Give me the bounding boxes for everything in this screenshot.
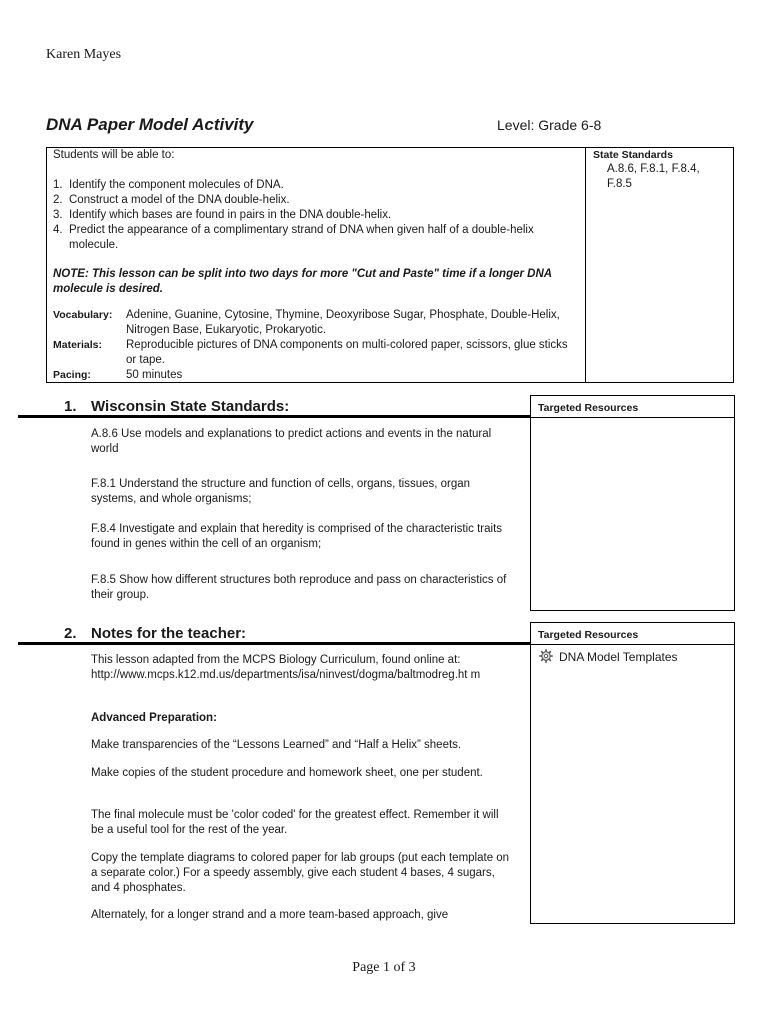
- objectives-intro: Students will be able to:: [53, 149, 175, 161]
- materials-label: Materials:: [53, 339, 103, 351]
- objective-item: 2. Construct a model of the DNA double-helix.: [53, 194, 290, 206]
- section-1-resources-box: [530, 395, 735, 611]
- teacher-note-paragraph: The final molecule must be 'color coded' for the greatest effect. Remember it will be a useful tool for the rest of the year.: [91, 809, 499, 836]
- teacher-note-paragraph: Copy the template diagrams to colored paper for lab groups (put each template on a separate color.) For a speedy assembly, give each student 4 bases, 4 sugars, and 4 phosphates.: [91, 852, 510, 894]
- section-1-resources-label: Targeted Resources: [531, 396, 734, 418]
- section-2-resources-label: Targeted Resources: [531, 623, 734, 645]
- advanced-preparation-heading: Advanced Preparation:: [91, 712, 217, 724]
- objectives-list: [53, 178, 569, 253]
- pacing-value: 50 minutes: [126, 369, 183, 381]
- resource-link-dna-model-templates[interactable]: [531, 649, 734, 665]
- standard-paragraph: A.8.6 Use models and explanations to predict actions and events in the natural world: [91, 428, 492, 455]
- section-1-rule: [18, 415, 530, 418]
- standard-paragraph: F.8.4 Investigate and explain that heredity is comprised of the characteristic traits found in genes within the cell of an organism;: [91, 523, 503, 550]
- resource-item-label: DNA Model Templates: [559, 650, 678, 664]
- page-number: Page 1 of 3: [352, 960, 416, 975]
- standard-paragraph: F.8.5 Show how different structures both reproduce and pass on characteristics of their group.: [91, 574, 507, 601]
- grade-level: Level: Grade 6-8: [497, 117, 602, 133]
- teacher-note-paragraph: Make transparencies of the “Lessons Learned” and “Half a Helix” sheets.: [91, 739, 462, 751]
- state-standards-label: State Standards: [593, 149, 673, 161]
- teacher-note-paragraph: Alternately, for a longer strand and a more team-based approach, give: [91, 909, 449, 921]
- materials-value: Reproducible pictures of DNA components on multi-colored paper, scissors, glue sticks or tape.: [126, 339, 568, 366]
- vocabulary-value: Adenine, Guanine, Cytosine, Thymine, Deoxyribose Sugar, Phosphate, Double-Helix, Nitrogen Base, Eukaryotic, Prokaryotic.: [126, 309, 560, 336]
- section-2-resources-box: [530, 622, 735, 924]
- objective-item: 4. Predict the appearance of a complimentary strand of DNA when given half of a double-helix molecule.: [53, 224, 534, 251]
- teacher-note-paragraph: This lesson adapted from the MCPS Biology Curriculum, found online at: http://www.mcps.k12.md.us/departments/isa/ninvest/dogma/baltmodreg.ht m: [91, 654, 481, 681]
- section-1-number: 1.: [64, 398, 77, 415]
- standard-paragraph: F.8.1 Understand the structure and function of cells, organs, tissues, organ systems, and whole organisms;: [91, 478, 471, 505]
- section-1-title: Wisconsin State Standards:: [91, 398, 290, 415]
- pacing-label: Pacing:: [53, 369, 91, 381]
- state-standards-value: A.8.6, F.8.1, F.8.4, F.8.5: [607, 163, 700, 190]
- lesson-note: NOTE: This lesson can be split into two days for more "Cut and Paste" time if a longer DNA molecule is desired.: [53, 268, 552, 295]
- section-2-number: 2.: [64, 625, 77, 642]
- gear-icon: [539, 649, 553, 663]
- vocabulary-label: Vocabulary:: [53, 309, 113, 321]
- section-2-title: Notes for the teacher:: [91, 625, 247, 642]
- document-title: DNA Paper Model Activity: [46, 115, 254, 134]
- section-2-rule: [18, 642, 530, 645]
- objectives-table: [46, 147, 734, 383]
- objective-item: 3. Identify which bases are found in pairs in the DNA double-helix.: [53, 209, 392, 221]
- author-name: Karen Mayes: [46, 47, 122, 62]
- objectives-cell: [47, 148, 586, 382]
- objective-item: 1. Identify the component molecules of DNA.: [53, 179, 284, 191]
- teacher-note-paragraph: Make copies of the student procedure and homework sheet, one per student.: [91, 767, 483, 779]
